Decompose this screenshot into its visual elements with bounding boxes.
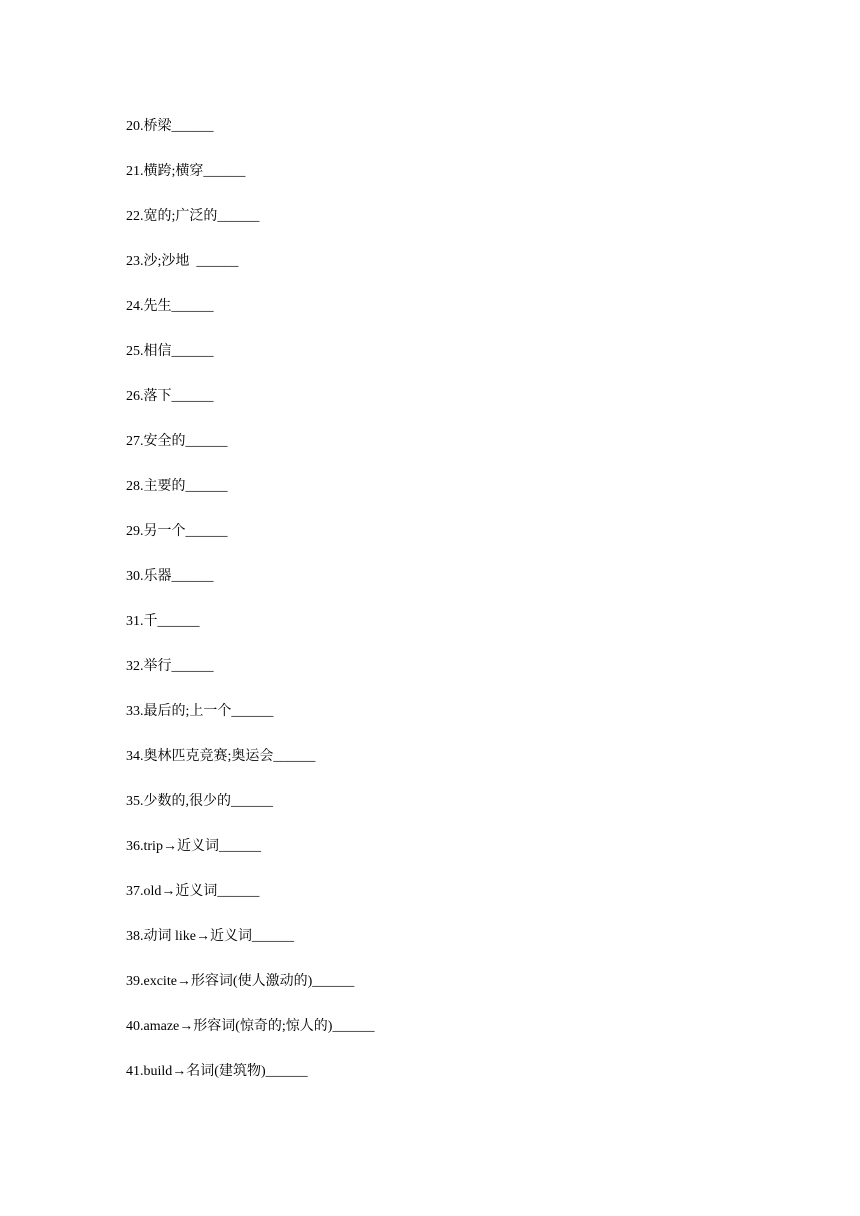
exercise-item-40: 40.amaze→形容词(惊奇的;惊人的)______	[126, 1019, 375, 1034]
exercise-item-24: 24.先生______	[126, 299, 214, 314]
exercise-item-38: 38.动词 like→近义词______	[126, 929, 294, 944]
exercise-item-22: 22.宽的;广泛的______	[126, 209, 260, 224]
exercise-item-35: 35.少数的,很少的______	[126, 794, 273, 809]
exercise-item-26: 26.落下______	[126, 389, 214, 404]
exercise-item-31: 31.千______	[126, 614, 200, 629]
vocabulary-exercise-list	[126, 117, 374, 1107]
exercise-item-20: 20.桥梁______	[126, 119, 214, 134]
exercise-item-34: 34.奥林匹克竞赛;奥运会______	[126, 749, 316, 764]
exercise-item-33: 33.最后的;上一个______	[126, 704, 274, 719]
exercise-item-29: 29.另一个______	[126, 524, 228, 539]
exercise-item-27: 27.安全的______	[126, 434, 228, 449]
exercise-item-30: 30.乐器______	[126, 569, 214, 584]
exercise-item-32: 32.举行______	[126, 659, 214, 674]
exercise-item-28: 28.主要的______	[126, 479, 228, 494]
exercise-item-37: 37.old→近义词______	[126, 884, 260, 899]
exercise-item-25: 25.相信______	[126, 344, 214, 359]
exercise-item-36: 36.trip→近义词______	[126, 839, 261, 854]
exercise-item-23: 23.沙;沙地 ______	[126, 254, 239, 269]
exercise-item-41: 41.build→名词(建筑物)______	[126, 1064, 308, 1079]
exercise-item-21: 21.横跨;横穿______	[126, 164, 246, 179]
exercise-item-39: 39.excite→形容词(使人激动的)______	[126, 974, 355, 989]
